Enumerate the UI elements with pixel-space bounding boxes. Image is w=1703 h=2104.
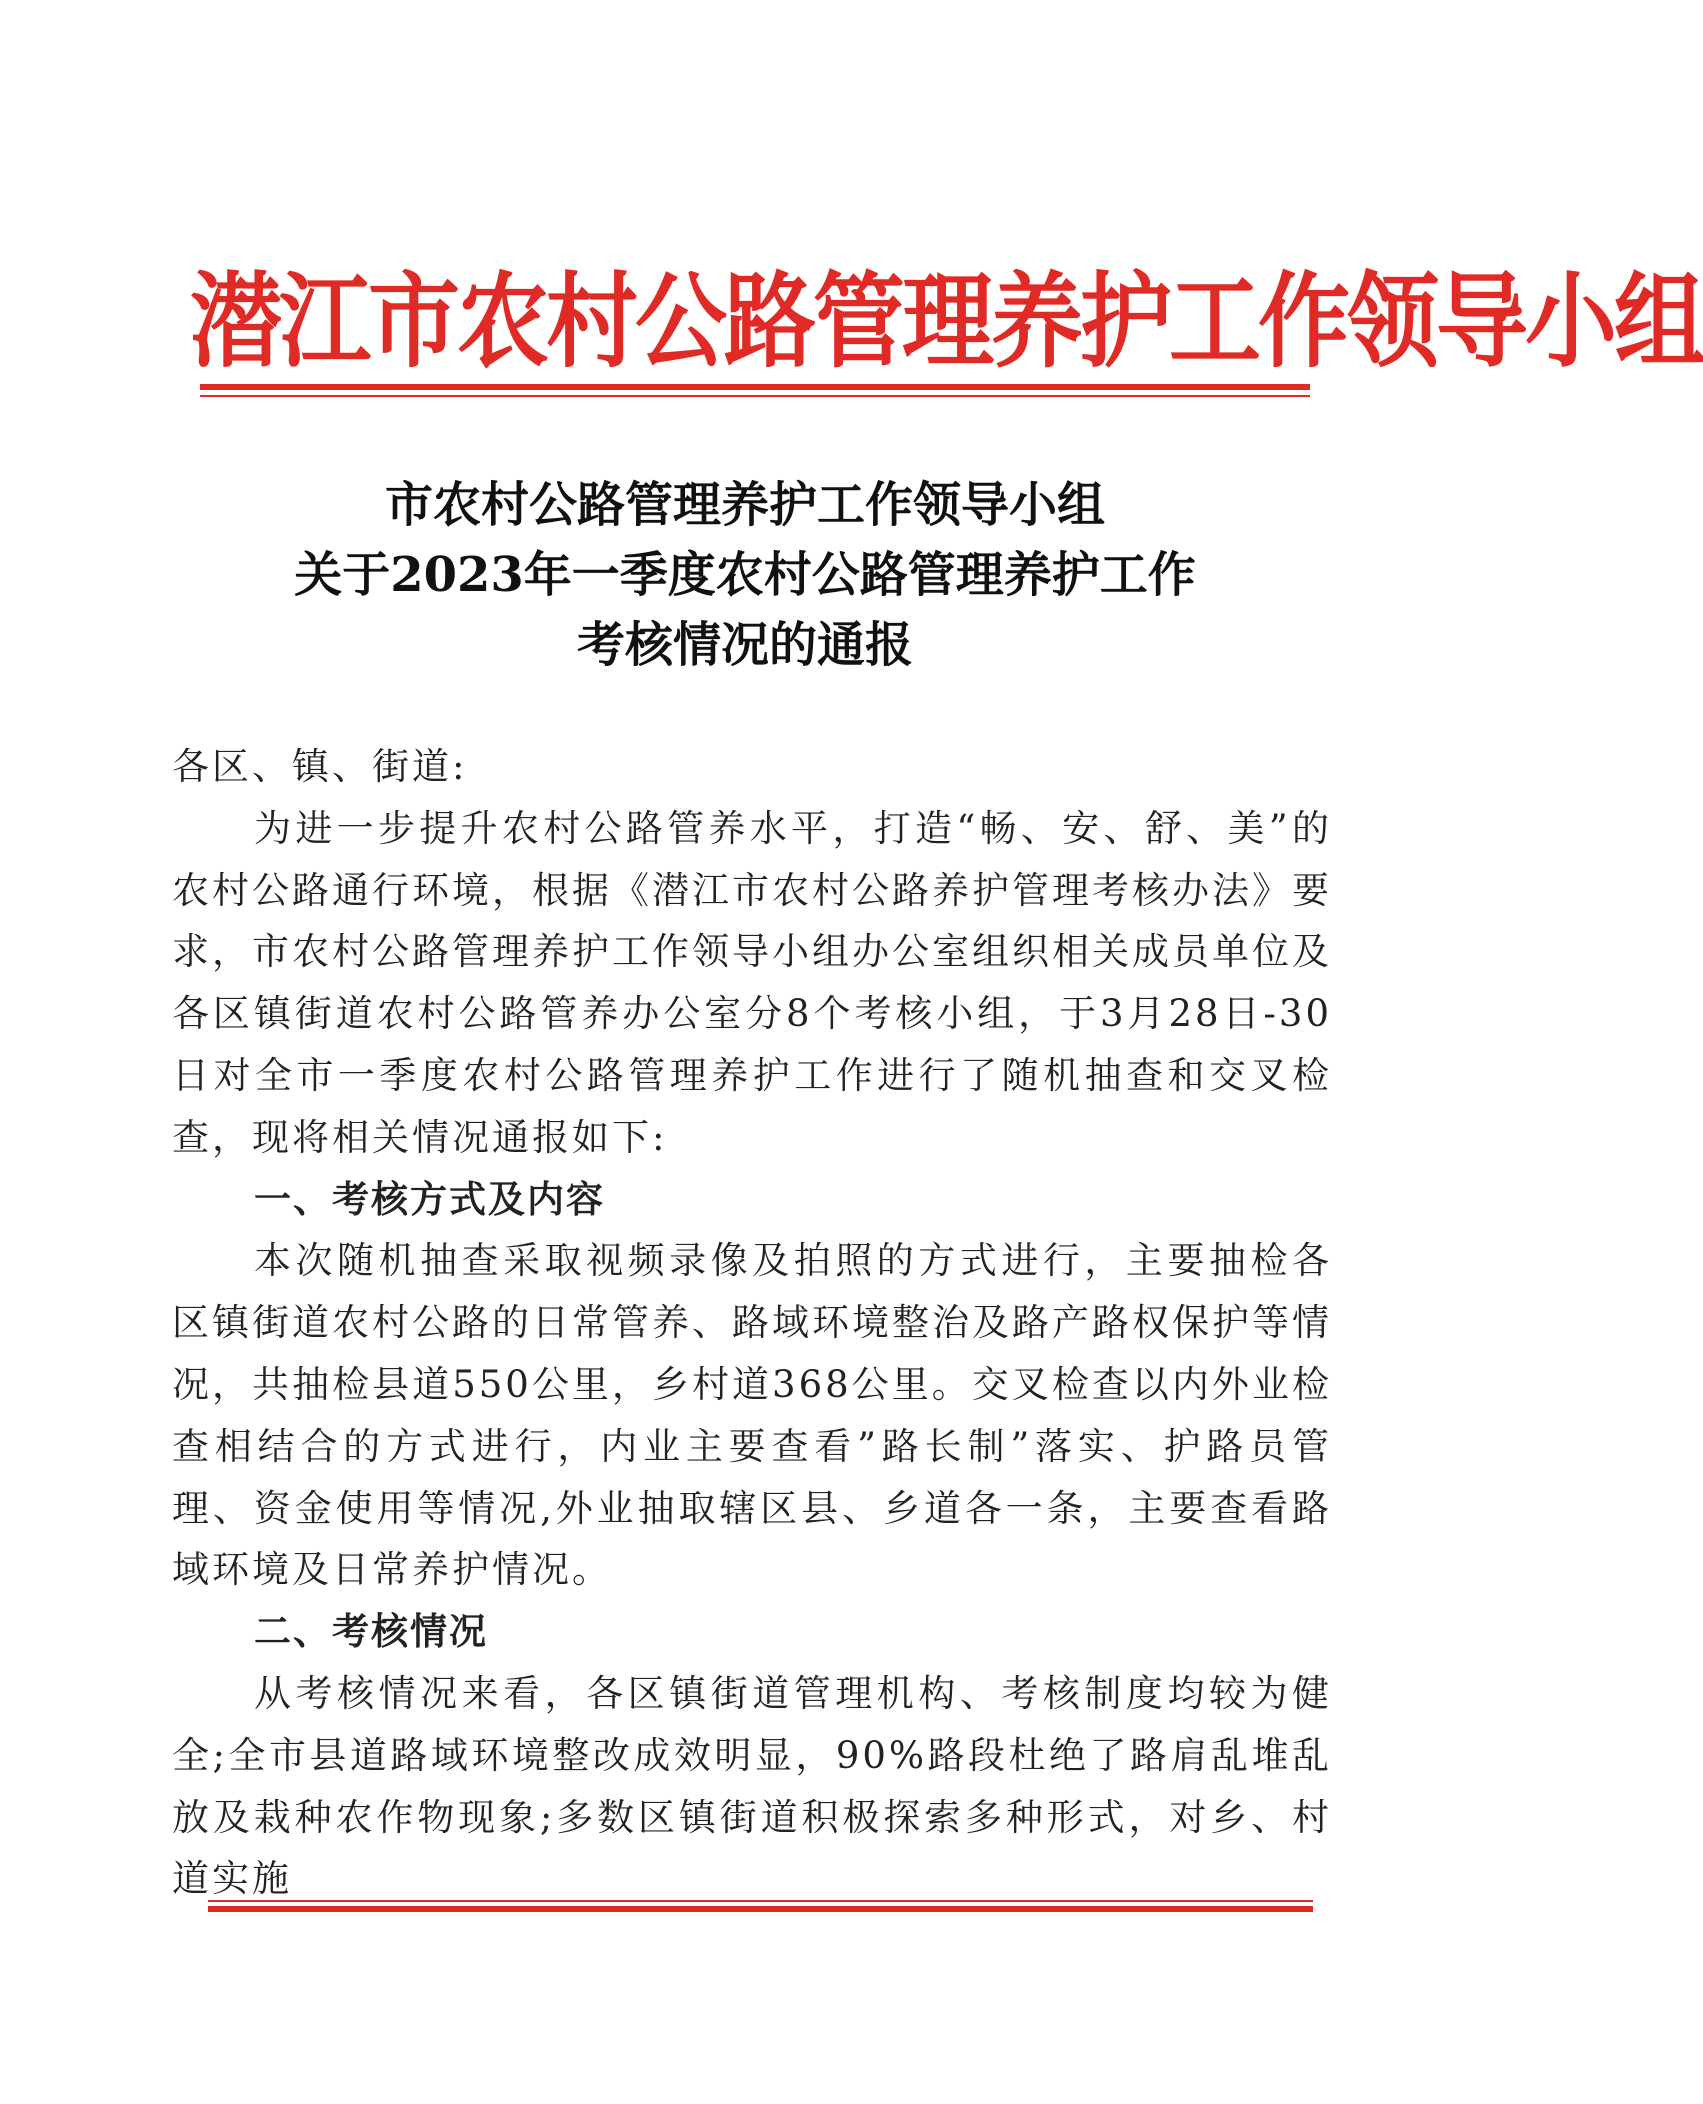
section-2-paragraph: 从考核情况来看，各区镇街道管理机构、考核制度均较为健全;全市县道路域环境整改成效明显，90%路段杜绝了路肩乱堆乱放及栽种农作物现象;多数区镇街道积极探索多种形式，对乡、村道实施 (172, 1671, 1332, 1901)
intro-paragraph: 为进一步提升农村公路管养水平，打造“畅、安、舒、美”的农村公路通行环境，根据《潜江市农村公路养护管理考核办法》要求，市农村公路管理养护工作领导小组办公室组织相关成员单位及各区镇街道农村公路管养办公室分8个考核小组，于3月28日-30日对全市一季度农村公路管理养护工作进行了随机抽查和交叉检查，现将相关情况通报如下: (172, 806, 1332, 1159)
document-title-line-1: 市农村公路管理养护工作领导小组 (384, 477, 1105, 533)
footer-red-rule-thin (208, 1900, 1313, 1902)
header-red-rule-thick (200, 384, 1310, 390)
section-1-paragraph: 本次随机抽查采取视频录像及拍照的方式进行，主要抽检各区镇街道农村公路的日常管养、路域环境整治及路产路权保护等情况，共抽检县道550公里，乡村道368公里。交叉检查以内外业检查相结合的方式进行，内业主要查看”路长制”落实、护路员管理、资金使用等情况,外业抽取辖区县、乡道各一条，主要查看路域环境及日常养护情况。 (172, 1239, 1332, 1592)
section-2-heading: 二、考核情况 (254, 1610, 488, 1654)
document-title-line-2: 关于2023年一季度农村公路管理养护工作 (294, 547, 1196, 603)
header-red-rule-thin (200, 395, 1310, 397)
document-body (172, 736, 1332, 1910)
footer-red-rule-thick (208, 1906, 1313, 1912)
document-title (180, 470, 1310, 680)
document-title-line-3: 考核情况的通报 (576, 617, 913, 673)
issuing-org-header: 潜江市农村公路管理养护工作领导小组 (190, 261, 1703, 382)
section-1-heading: 一、考核方式及内容 (254, 1177, 605, 1221)
salutation: 各区、镇、街道: (172, 745, 468, 788)
